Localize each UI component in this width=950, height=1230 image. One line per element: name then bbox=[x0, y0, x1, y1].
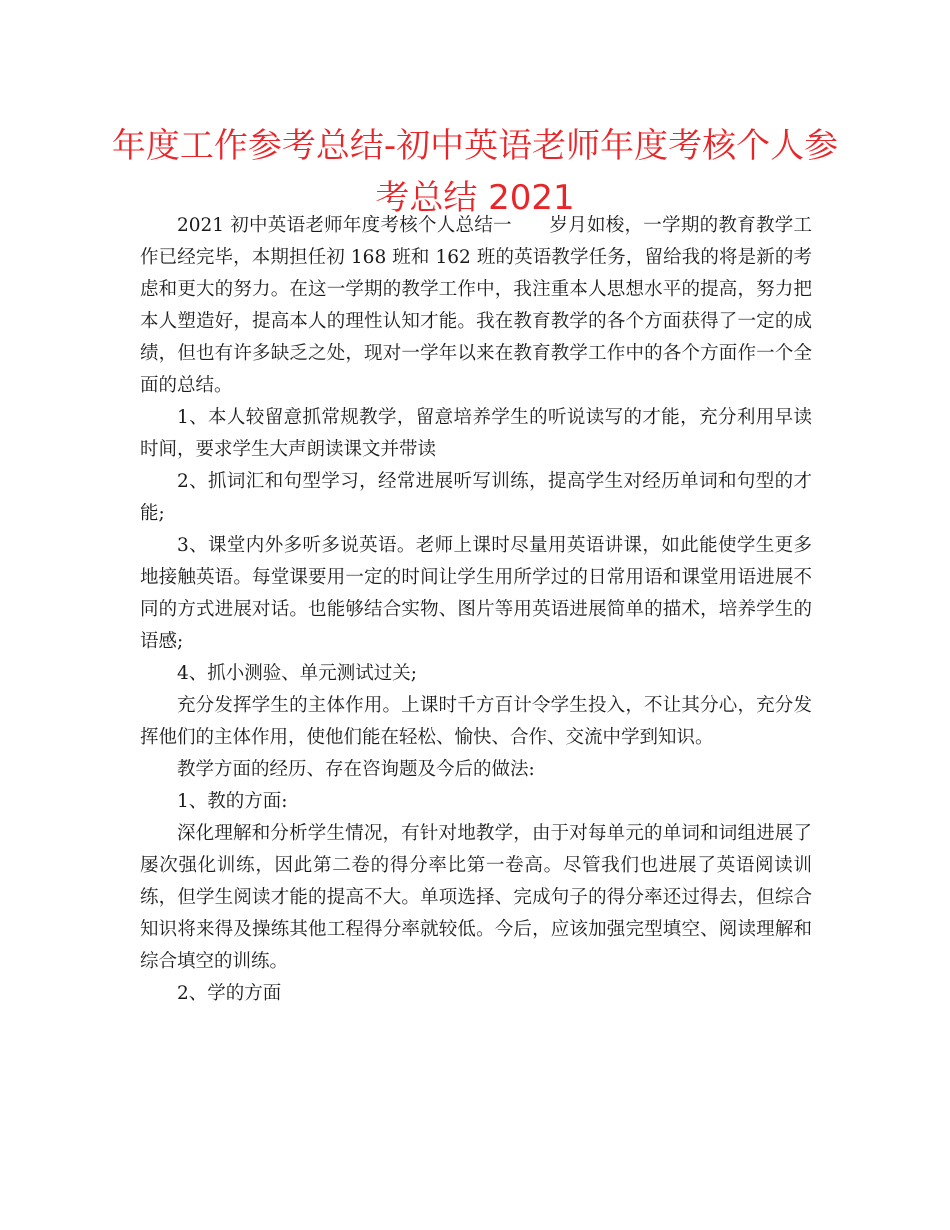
document-body bbox=[140, 210, 812, 1010]
paragraph-student-role: 充分发挥学生的主体作用。上课时千方百计令学生投入，不让其分心，充分发挥他们的主体作用，使他们能在轻松、愉快、合作、交流中学到知识。 bbox=[140, 695, 812, 748]
paragraph-intro: 2021 初中英语老师年度考核个人总结一 岁月如梭，一学期的教育教学工作已经完毕，本期担任初 168 班和 162 班的英语教学任务，留给我的将是新的考虑和更大的努力。在这一学期的教学工作中，我注重本人思想水平的提高，努力把本人塑造好，提高本人的理性认知才能。我在教育教学的各个方面获得了一定的成绩，但也有许多缺乏之处，现对一学年以来在教育教学工作中的各个方面作一个全面的总结。 bbox=[140, 215, 812, 396]
paragraph-item-1: 1、本人较留意抓常规教学，留意培养学生的听说读写的才能，充分利用早读时间，要求学生大声朗读课文并带读 bbox=[140, 407, 812, 460]
title-line-1: 年度工作参考总结-初中英语老师年度考核个人参 bbox=[111, 126, 839, 166]
paragraph-item-4: 4、抓小测验、单元测试过关; bbox=[177, 663, 418, 684]
subheading-learning: 2、学的方面 bbox=[177, 983, 282, 1004]
section-heading-experience: 教学方面的经历、存在咨询题及今后的做法: bbox=[177, 759, 535, 780]
subheading-teaching: 1、教的方面: bbox=[177, 791, 288, 812]
paragraph-item-3: 3、课堂内外多听多说英语。老师上课时尽量用英语讲课，如此能使学生更多地接触英语。每堂课要用一定的时间让学生用所学过的日常用语和课堂用语进展不同的方式进展对话。也能够结合实物、图片等用英语进展简单的描术，培养学生的语感; bbox=[140, 535, 812, 652]
paragraph-item-2: 2、抓词汇和句型学习，经常进展听写训练，提高学生对经历单词和句型的才能; bbox=[140, 471, 812, 524]
document-title bbox=[110, 120, 840, 224]
paragraph-teaching-analysis: 深化理解和分析学生情况，有针对地教学，由于对每单元的单词和词组进展了屡次强化训练，因此第二卷的得分率比第一卷高。尽管我们也进展了英语阅读训练，但学生阅读才能的提高不大。单项选择、完成句子的得分率还过得去，但综合知识将来得及操练其他工程得分率就较低。今后，应该加强完型填空、阅读理解和综合填空的训练。 bbox=[140, 823, 812, 972]
title-line-2: 考总结 2021 bbox=[375, 178, 575, 218]
